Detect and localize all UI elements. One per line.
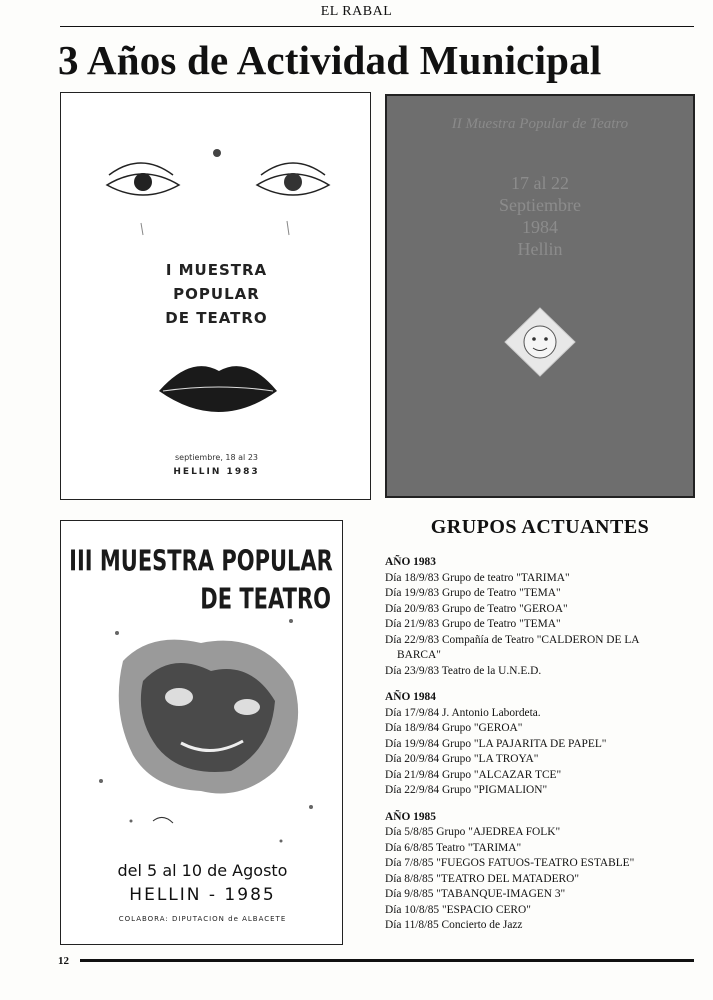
list-item: Día 9/8/85 "TABANQUE-IMAGEN 3" xyxy=(385,888,566,900)
year-heading: AÑO 1984 xyxy=(385,691,436,703)
list-item: Día 18/9/83 Grupo de teatro "TARIMA" xyxy=(385,571,570,584)
poster-1984-date-line: 17 al 22 xyxy=(511,173,569,193)
poster-1985-place: HELLIN - 1985 xyxy=(129,885,276,905)
groups-heading: GRUPOS ACTUANTES xyxy=(430,516,650,538)
poster-1983-title-line: I MUESTRA xyxy=(165,261,268,279)
poster-1984-date-line: Hellin xyxy=(517,239,563,259)
list-item-continuation: BARCA" xyxy=(397,649,441,661)
poster-1985 xyxy=(60,520,343,945)
list-item: Día 18/9/84 Grupo "GEROA" xyxy=(385,722,523,734)
list-item: Día 22/9/84 Grupo "PIGMALION" xyxy=(385,784,548,796)
poster-1985-title-line1: III MUESTRA POPULAR xyxy=(69,545,333,578)
page-title: 3 Años de Actividad Municipal xyxy=(58,37,602,83)
poster-1983-place: HELLIN 1983 xyxy=(173,467,260,477)
poster-1984-date-line: Septiembre xyxy=(499,195,581,215)
poster-1984 xyxy=(385,94,695,498)
list-item: Día 22/9/83 Compañía de Teatro "CALDERON DE LA xyxy=(385,633,640,646)
list-item: Día 20/9/83 Grupo de Teatro "GEROA" xyxy=(385,602,568,615)
page-number: 12 xyxy=(58,955,69,967)
running-head: EL RABAL xyxy=(320,4,393,19)
poster-1984-sun-emblem xyxy=(387,96,693,496)
list-item: Día 7/8/85 "FUEGOS FATUOS-TEATRO ESTABLE" xyxy=(385,857,635,869)
poster-1983-date: septiembre, 18 al 23 xyxy=(174,453,258,462)
list-item: Día 5/8/85 Grupo "AJEDREA FOLK" xyxy=(385,826,561,838)
year-heading: AÑO 1985 xyxy=(385,810,436,823)
poster-1984-title: II Muestra Popular de Teatro xyxy=(451,116,629,132)
poster-1984-date-line: 1984 xyxy=(522,217,558,237)
list-item: Día 8/8/85 "TEATRO DEL MATADERO" xyxy=(385,872,579,885)
list-item: Día 6/8/85 Teatro "TARIMA" xyxy=(385,841,522,854)
list-item: Día 21/9/84 Grupo "ALCAZAR TCE" xyxy=(385,768,562,781)
poster-1985-date: del 5 al 10 de Agosto xyxy=(117,861,288,880)
list-item: Día 23/9/83 Teatro de la U.N.E.D. xyxy=(385,664,542,677)
list-item: Día 19/9/84 Grupo "LA PAJARITA DE PAPEL" xyxy=(385,737,607,750)
list-item: Día 17/9/84 J. Antonio Labordeta. xyxy=(385,706,541,719)
footer-rule xyxy=(80,959,694,962)
list-item: Día 19/9/83 Grupo de Teatro "TEMA" xyxy=(385,587,561,599)
poster-1983 xyxy=(60,92,371,500)
poster-1983-title-line: DE TEATRO xyxy=(165,309,268,327)
list-item: Día 11/8/85 Concierto de Jazz xyxy=(385,919,523,931)
list-item: Día 20/9/84 Grupo "LA TROYA" xyxy=(385,753,539,765)
header-rule xyxy=(60,26,694,27)
list-item: Día 10/8/85 "ESPACIO CERO" xyxy=(385,903,531,916)
year-heading: AÑO 1983 xyxy=(385,556,436,568)
poster-1985-title-line2: DE TEATRO xyxy=(200,583,331,616)
groups-list xyxy=(385,555,695,934)
poster-1983-title-line: POPULAR xyxy=(173,285,260,303)
list-item: Día 21/9/83 Grupo de Teatro "TEMA" xyxy=(385,618,561,630)
poster-1985-footer: COLABORA: DIPUTACION de ALBACETE xyxy=(118,915,287,923)
